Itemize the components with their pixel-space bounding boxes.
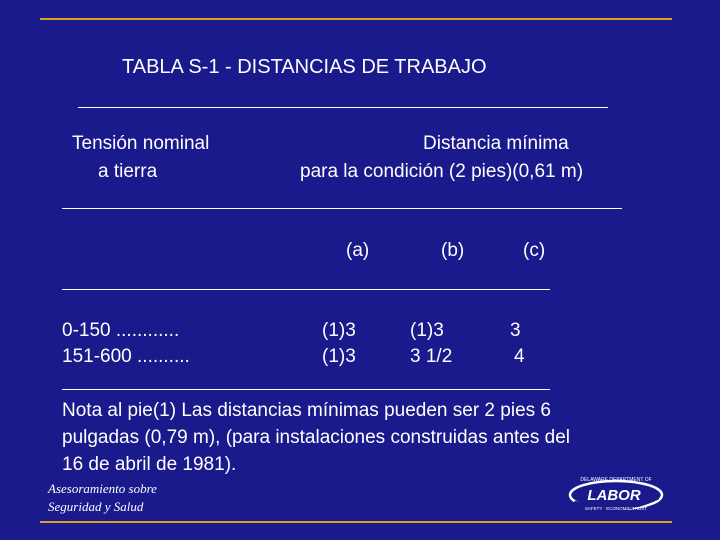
footnote-line1: Nota al pie(1) Las distancias mínimas pueden ser 2 pies 6 [62,400,551,421]
logo-top-text: DELAWARE DEPARTMENT OF [580,477,652,483]
top-accent-rule [40,18,672,20]
row-value-c: 3 [510,320,521,341]
distance-header-line2: para la condición (2 pies)(0,61 m) [300,161,584,182]
footnote-line3: 16 de abril de 1981). [62,454,237,475]
header-underline [62,208,622,209]
column-b-label: (b) [441,240,465,261]
bottom-accent-rule [40,521,672,523]
rows-underline [62,389,550,390]
logo-bottom-text: SAFETY · ECONOMIC TRUST [584,506,648,511]
row-range: 0-150 ............ [62,320,180,341]
page-title: TABLA S-1 - DISTANCIAS DE TRABAJO [122,56,487,78]
row-value-b: (1)3 [410,320,444,341]
department-of-labor-logo [566,473,666,515]
labor-logo-icon [566,473,666,515]
row-value-a: (1)3 [322,346,356,367]
row-range: 151-600 .......... [62,346,190,367]
logo-main-text: LABOR [587,487,641,504]
voltage-header-line1: Tensión nominal [72,133,210,154]
column-c-label: (c) [523,240,546,261]
column-a-label: (a) [346,240,370,261]
footnote-line2: pulgadas (0,79 m), (para instalaciones construidas antes del [62,427,571,448]
row-value-b: 3 1/2 [410,346,453,367]
row-value-c: 4 [514,346,525,367]
distance-header-line1: Distancia mínima [423,133,569,154]
title-underline [78,107,608,108]
footer-line1: Asesoramiento sobre [48,481,157,496]
row-value-a: (1)3 [322,320,356,341]
voltage-header-line2: a tierra [98,161,158,182]
footer-line2: Seguridad y Salud [48,499,144,514]
columns-underline [62,289,550,290]
